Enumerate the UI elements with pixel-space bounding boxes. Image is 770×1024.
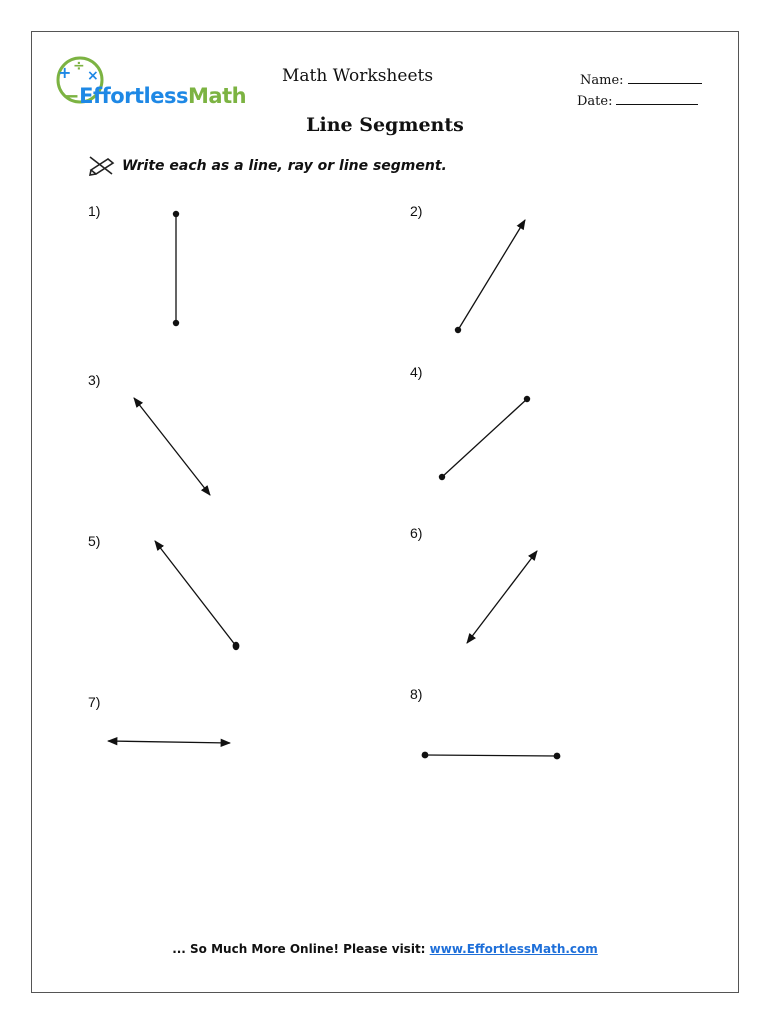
svg-text:+: + [58,63,72,82]
logo-wordmark: −EffortlessMath [62,84,247,108]
page-title: Line Segments [306,114,464,136]
footer-link[interactable]: www.EffortlessMath.com [429,942,598,956]
problem-7-figure [108,741,230,743]
problem-5-figure [155,541,239,650]
problem-8-number: 8) [410,686,423,702]
problem-4-figure [439,396,530,480]
problem-4-number: 4) [410,364,423,380]
logo-text-effortless: Effortless [79,84,188,108]
instructions-text: Write each as a line, ray or line segment. [122,158,447,174]
problem-2-figure [455,220,525,333]
logo-text-math: Math [188,84,247,108]
footer-text: ... So Much More Online! Please visit: [172,942,430,956]
problem-3-number: 3) [88,372,101,388]
problem-1-figure [173,211,179,326]
svg-text:×: × [87,68,99,84]
problem-1-number: 1) [88,203,101,219]
name-label: Name: [580,73,624,88]
footer [0,942,770,956]
problem-8-figure [422,752,561,760]
worksheet-header-title: Math Worksheets [282,66,434,86]
problem-6-number: 6) [410,525,423,541]
date-label: Date: [577,94,613,109]
svg-text:÷: ÷ [73,58,85,74]
problem-7-number: 7) [88,694,101,710]
problem-5-number: 5) [88,533,101,549]
problem-2-number: 2) [410,203,423,219]
problem-6-figure [467,551,537,643]
problem-3-figure [134,398,210,495]
